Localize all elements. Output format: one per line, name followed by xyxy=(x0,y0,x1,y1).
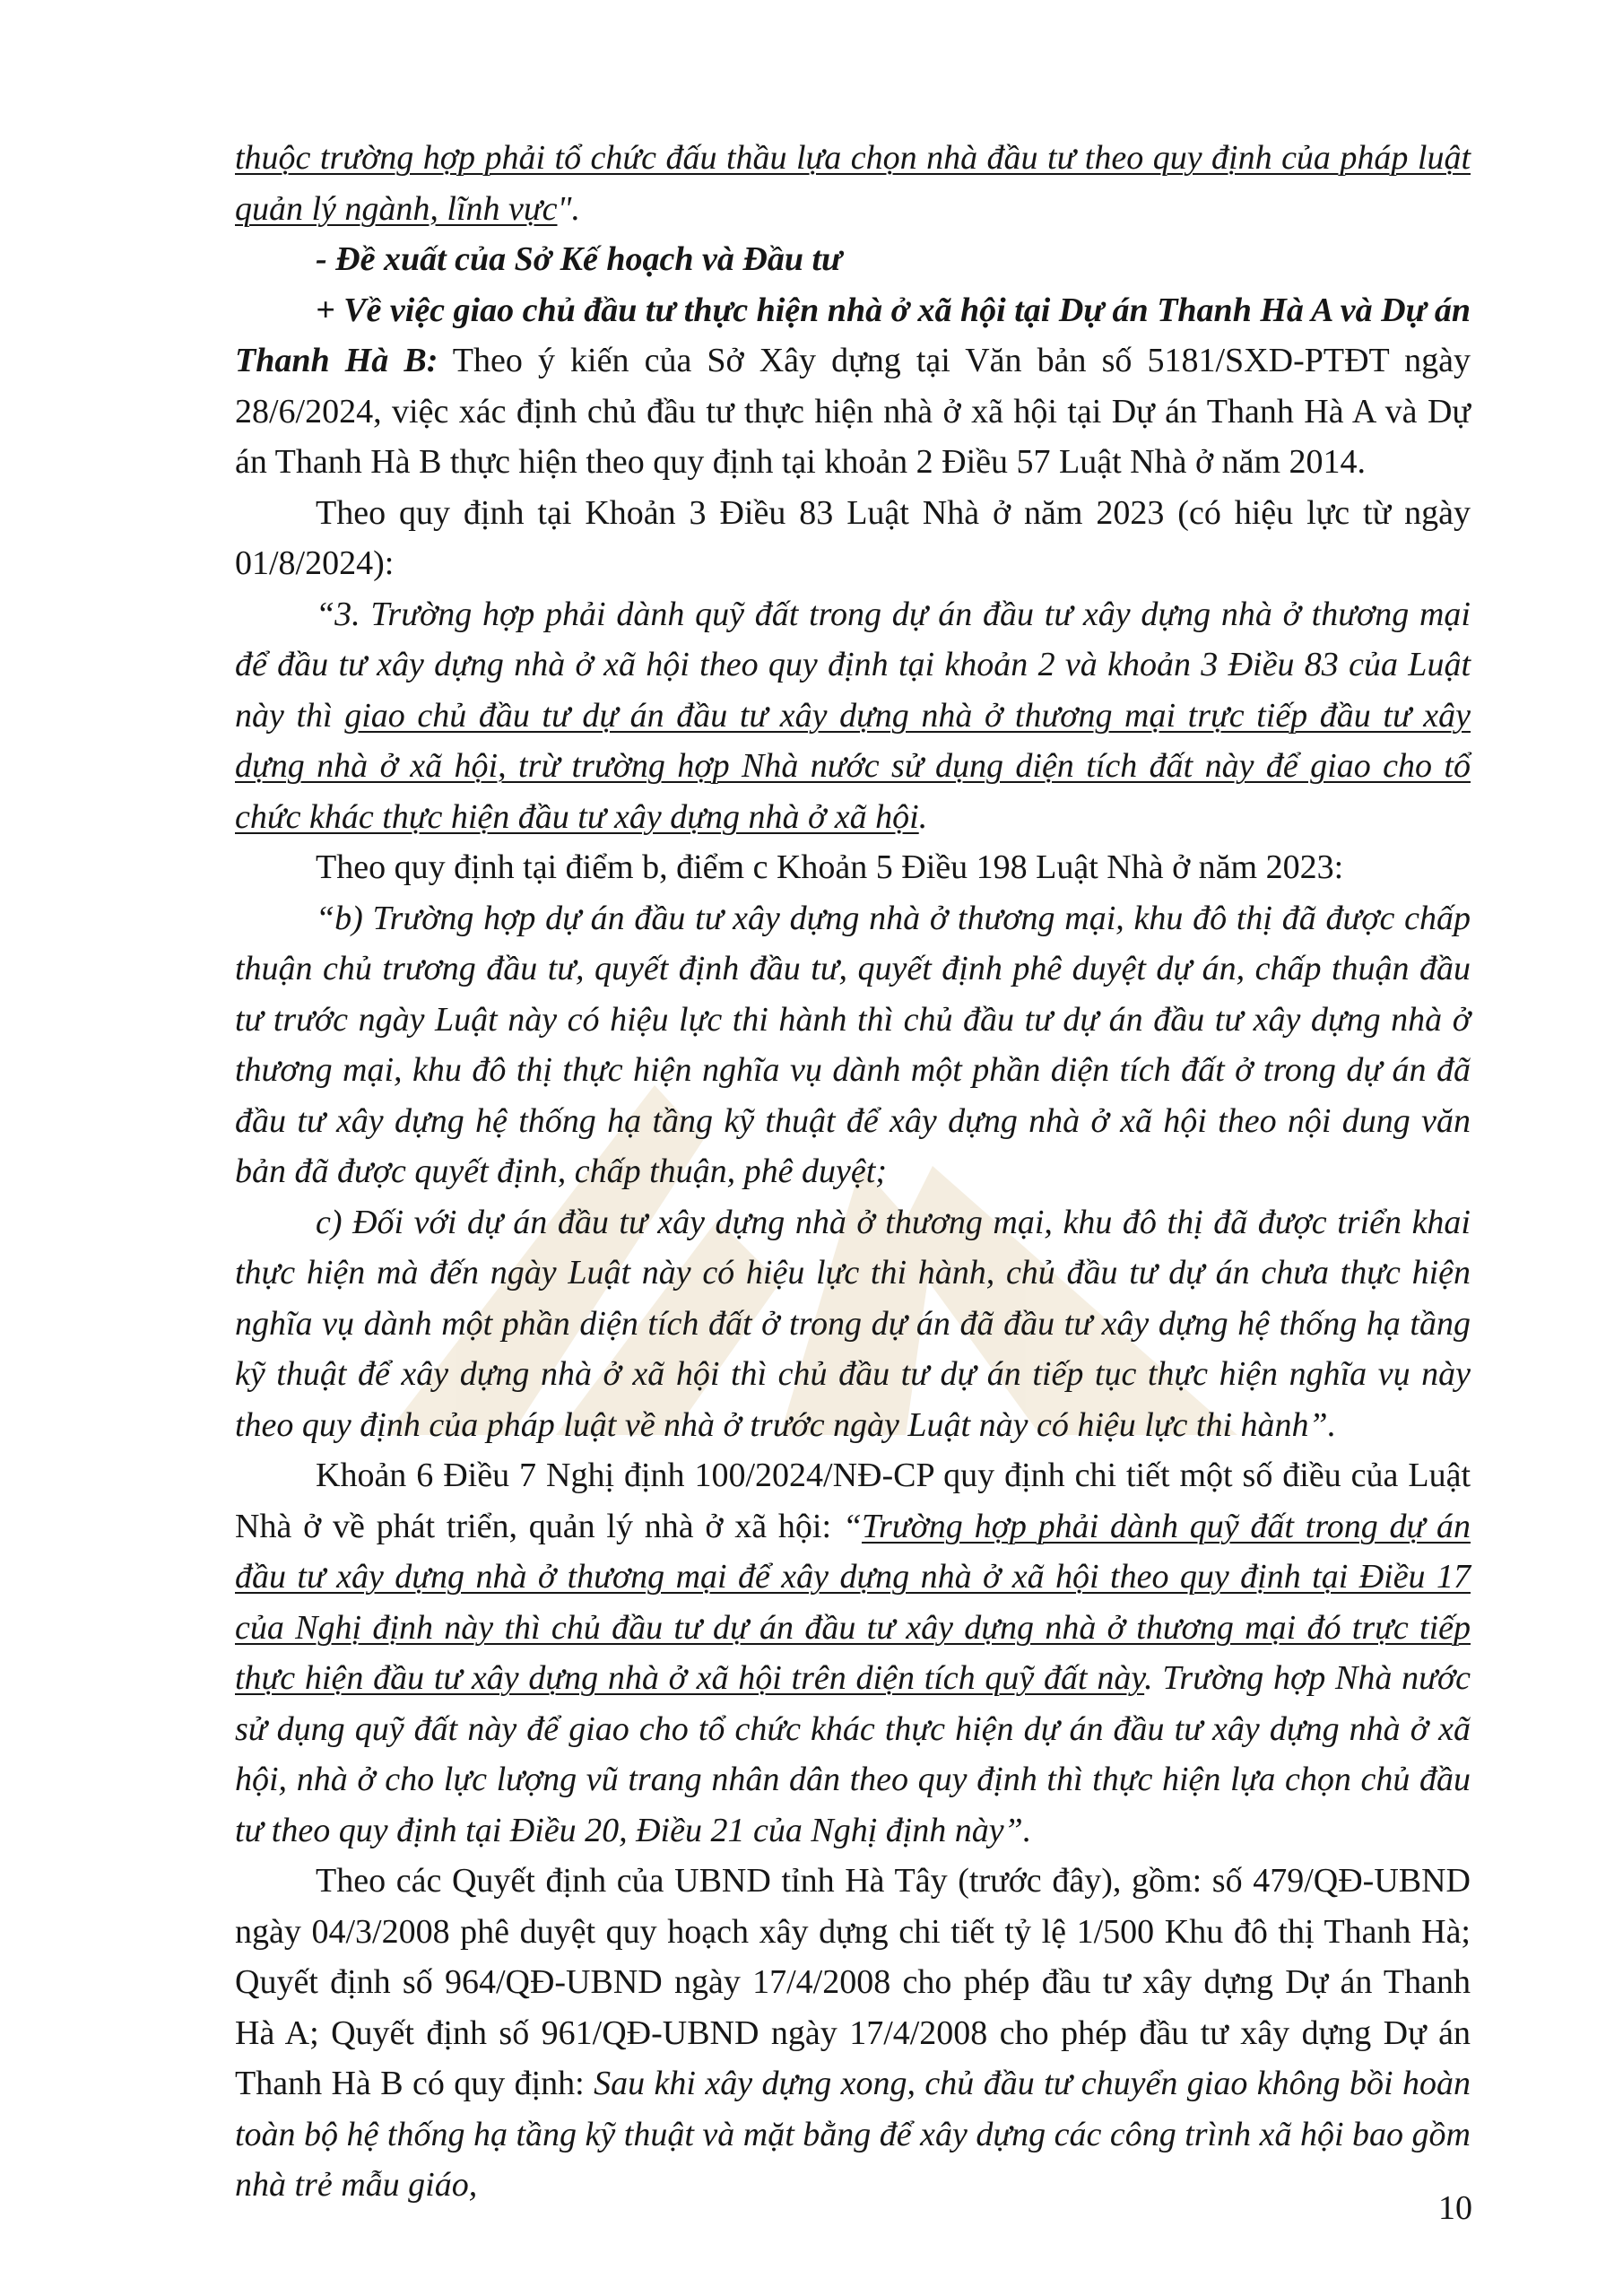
text-run: “3. Trường hợp phải dành quỹ đất trong dự án đầu tư xây dựng nhà ở thương mại để đầu tư xây dựng nhà ở xã hội theo quy định tại khoản 2 và khoản 3 Điều 83 của Luật này thì xyxy=(235,595,1471,735)
text-run: Sau khi xây dựng xong, chủ đầu tư chuyển giao không bồi hoàn toàn bộ hệ thống hạ tầng kỹ thuật và mặt bằng để xây dựng các công trình xã hội bao gồm nhà trẻ mẫu giáo, xyxy=(235,2065,1471,2204)
paragraph-dpi-proposal-heading xyxy=(235,234,1471,285)
paragraph-clause-3-quote xyxy=(235,589,1471,843)
text-run: Theo các Quyết định của UBND tỉnh Hà Tây (trước đây), gồm: số 479/QĐ-UBND ngày 04/3/2008 phê duyệt quy hoạch xây dựng chi tiết tỷ lệ 1/500 Khu đô thị Thanh Hà; Quyết định số 964/QĐ-UBND ngày 17/4/2008 cho phép đầu tư xây dựng Dự án Thanh Hà A; Quyết định số 961/QĐ-UBND ngày 17/4/2008 cho phép đầu tư xây dựng Dự án Thanh Hà B có quy định: xyxy=(235,1862,1471,2102)
text-run: thuộc trường hợp phải tổ chức đấu thầu lựa chọn nhà đầu tư theo quy định của pháp luật quản lý ngành, lĩnh vực xyxy=(235,139,1471,228)
text-run: c) Đối với dự án đầu tư xây dựng nhà ở thương mại, khu đô thị đã được triển khai thực hiện mà đến ngày Luật này có hiệu lực thi hành, chủ đầu tư dự án chưa thực hiện nghĩa vụ dành một phần diện tích đất ở trong dự án đã đầu tư xây dựng hệ thống hạ tầng kỹ thuật để xây dựng nhà ở xã hội thì chủ đầu tư dự án tiếp tục thực hiện nghĩa vụ này theo quy định của pháp luật về nhà ở trước ngày Luật này có hiệu lực thi hành”. xyxy=(235,1203,1471,1444)
text-run: Theo quy định tại điểm b, điểm c Khoản 5 Điều 198 Luật Nhà ở năm 2023: xyxy=(316,848,1344,886)
text-run: “ xyxy=(842,1507,862,1545)
text-run: Khoản 6 Điều 7 Nghị định 100/2024/NĐ-CP quy định chi tiết một số điều của Luật Nhà ở về phát triển, quản lý nhà ở xã hội: xyxy=(235,1457,1471,1545)
text-run: Theo quy định tại Khoản 3 Điều 83 Luật Nhà ở năm 2023 (có hiệu lực từ ngày 01/8/2024): xyxy=(235,493,1471,582)
paragraph-point-c-quote xyxy=(235,1197,1471,1451)
text-run: “b) Trường hợp dự án đầu tư xây dựng nhà ở thương mại, khu đô thị đã được chấp thuận chủ trương đầu tư, quyết định đầu tư, quyết định phê duyệt dự án, chấp thuận đầu tư trước ngày Luật này có hiệu lực thi hành thì chủ đầu tư dự án đầu tư xây dựng nhà ở thương mại, khu đô thị thực hiện nghĩa vụ dành một phần diện tích đất ở trong dự án đã đầu tư xây dựng hệ thống hạ tầng kỹ thuật để xây dựng nhà ở xã hội theo nội dung văn bản đã được quyết định, chấp thuận, phê duyệt; xyxy=(235,899,1471,1190)
paragraph-article-198-intro xyxy=(235,842,1471,893)
page-number: 10 xyxy=(1438,2189,1472,2227)
document-body xyxy=(235,133,1471,2211)
paragraph-decree-100-2024 xyxy=(235,1450,1471,1856)
text-run: ". xyxy=(557,189,580,228)
paragraph-law-quote-end xyxy=(235,133,1471,234)
paragraph-clause-3-article-83 xyxy=(235,488,1471,589)
text-run: + Về việc giao chủ đầu tư thực hiện nhà ở xã hội tại Dự án Thanh Hà A và Dự án Thanh Hà B: xyxy=(235,291,1471,379)
paragraph-point-b-quote xyxy=(235,893,1471,1197)
text-run: - Đề xuất của Sở Kế hoạch và Đầu tư xyxy=(316,240,842,278)
text-run: . xyxy=(918,797,928,836)
text-run: . Trường hợp Nhà nước sử dụng quỹ đất này để giao cho tổ chức khác thực hiện dự án đầu tư xây dựng nhà ở xã hội, nhà ở cho lực lượng vũ trang nhân dân theo quy định thì thực hiện lựa chọn chủ đầu tư theo quy định tại Điều 20, Điều 21 của Nghị định này”. xyxy=(235,1659,1471,1849)
paragraph-ha-tay-decisions xyxy=(235,1856,1471,2211)
text-run: giao chủ đầu tư dự án đầu tư xây dựng nhà ở thương mại trực tiếp đầu tư xây dựng nhà ở xã hội, trừ trường hợp Nhà nước sử dụng diện tích đất này để giao cho tổ chức khác thực hiện đầu tư xây dựng nhà ở xã hội xyxy=(235,696,1471,836)
paragraph-investor-assignment xyxy=(235,285,1471,488)
text-run: Trường hợp phải dành quỹ đất trong dự án đầu tư xây dựng nhà ở thương mại để xây dựng nhà ở xã hội theo quy định tại Điều 17 của Nghị định này thì chủ đầu tư dự án đầu tư xây dựng nhà ở thương mại đó trực tiếp thực hiện đầu tư xây dựng nhà ở xã hội trên diện tích quỹ đất này xyxy=(235,1507,1471,1697)
text-run: Theo ý kiến của Sở Xây dựng tại Văn bản số 5181/SXD-PTĐT ngày 28/6/2024, việc xác định chủ đầu tư thực hiện nhà ở xã hội tại Dự án Thanh Hà A và Dự án Thanh Hà B thực hiện theo quy định tại khoản 2 Điều 57 Luật Nhà ở năm 2014. xyxy=(235,342,1471,481)
